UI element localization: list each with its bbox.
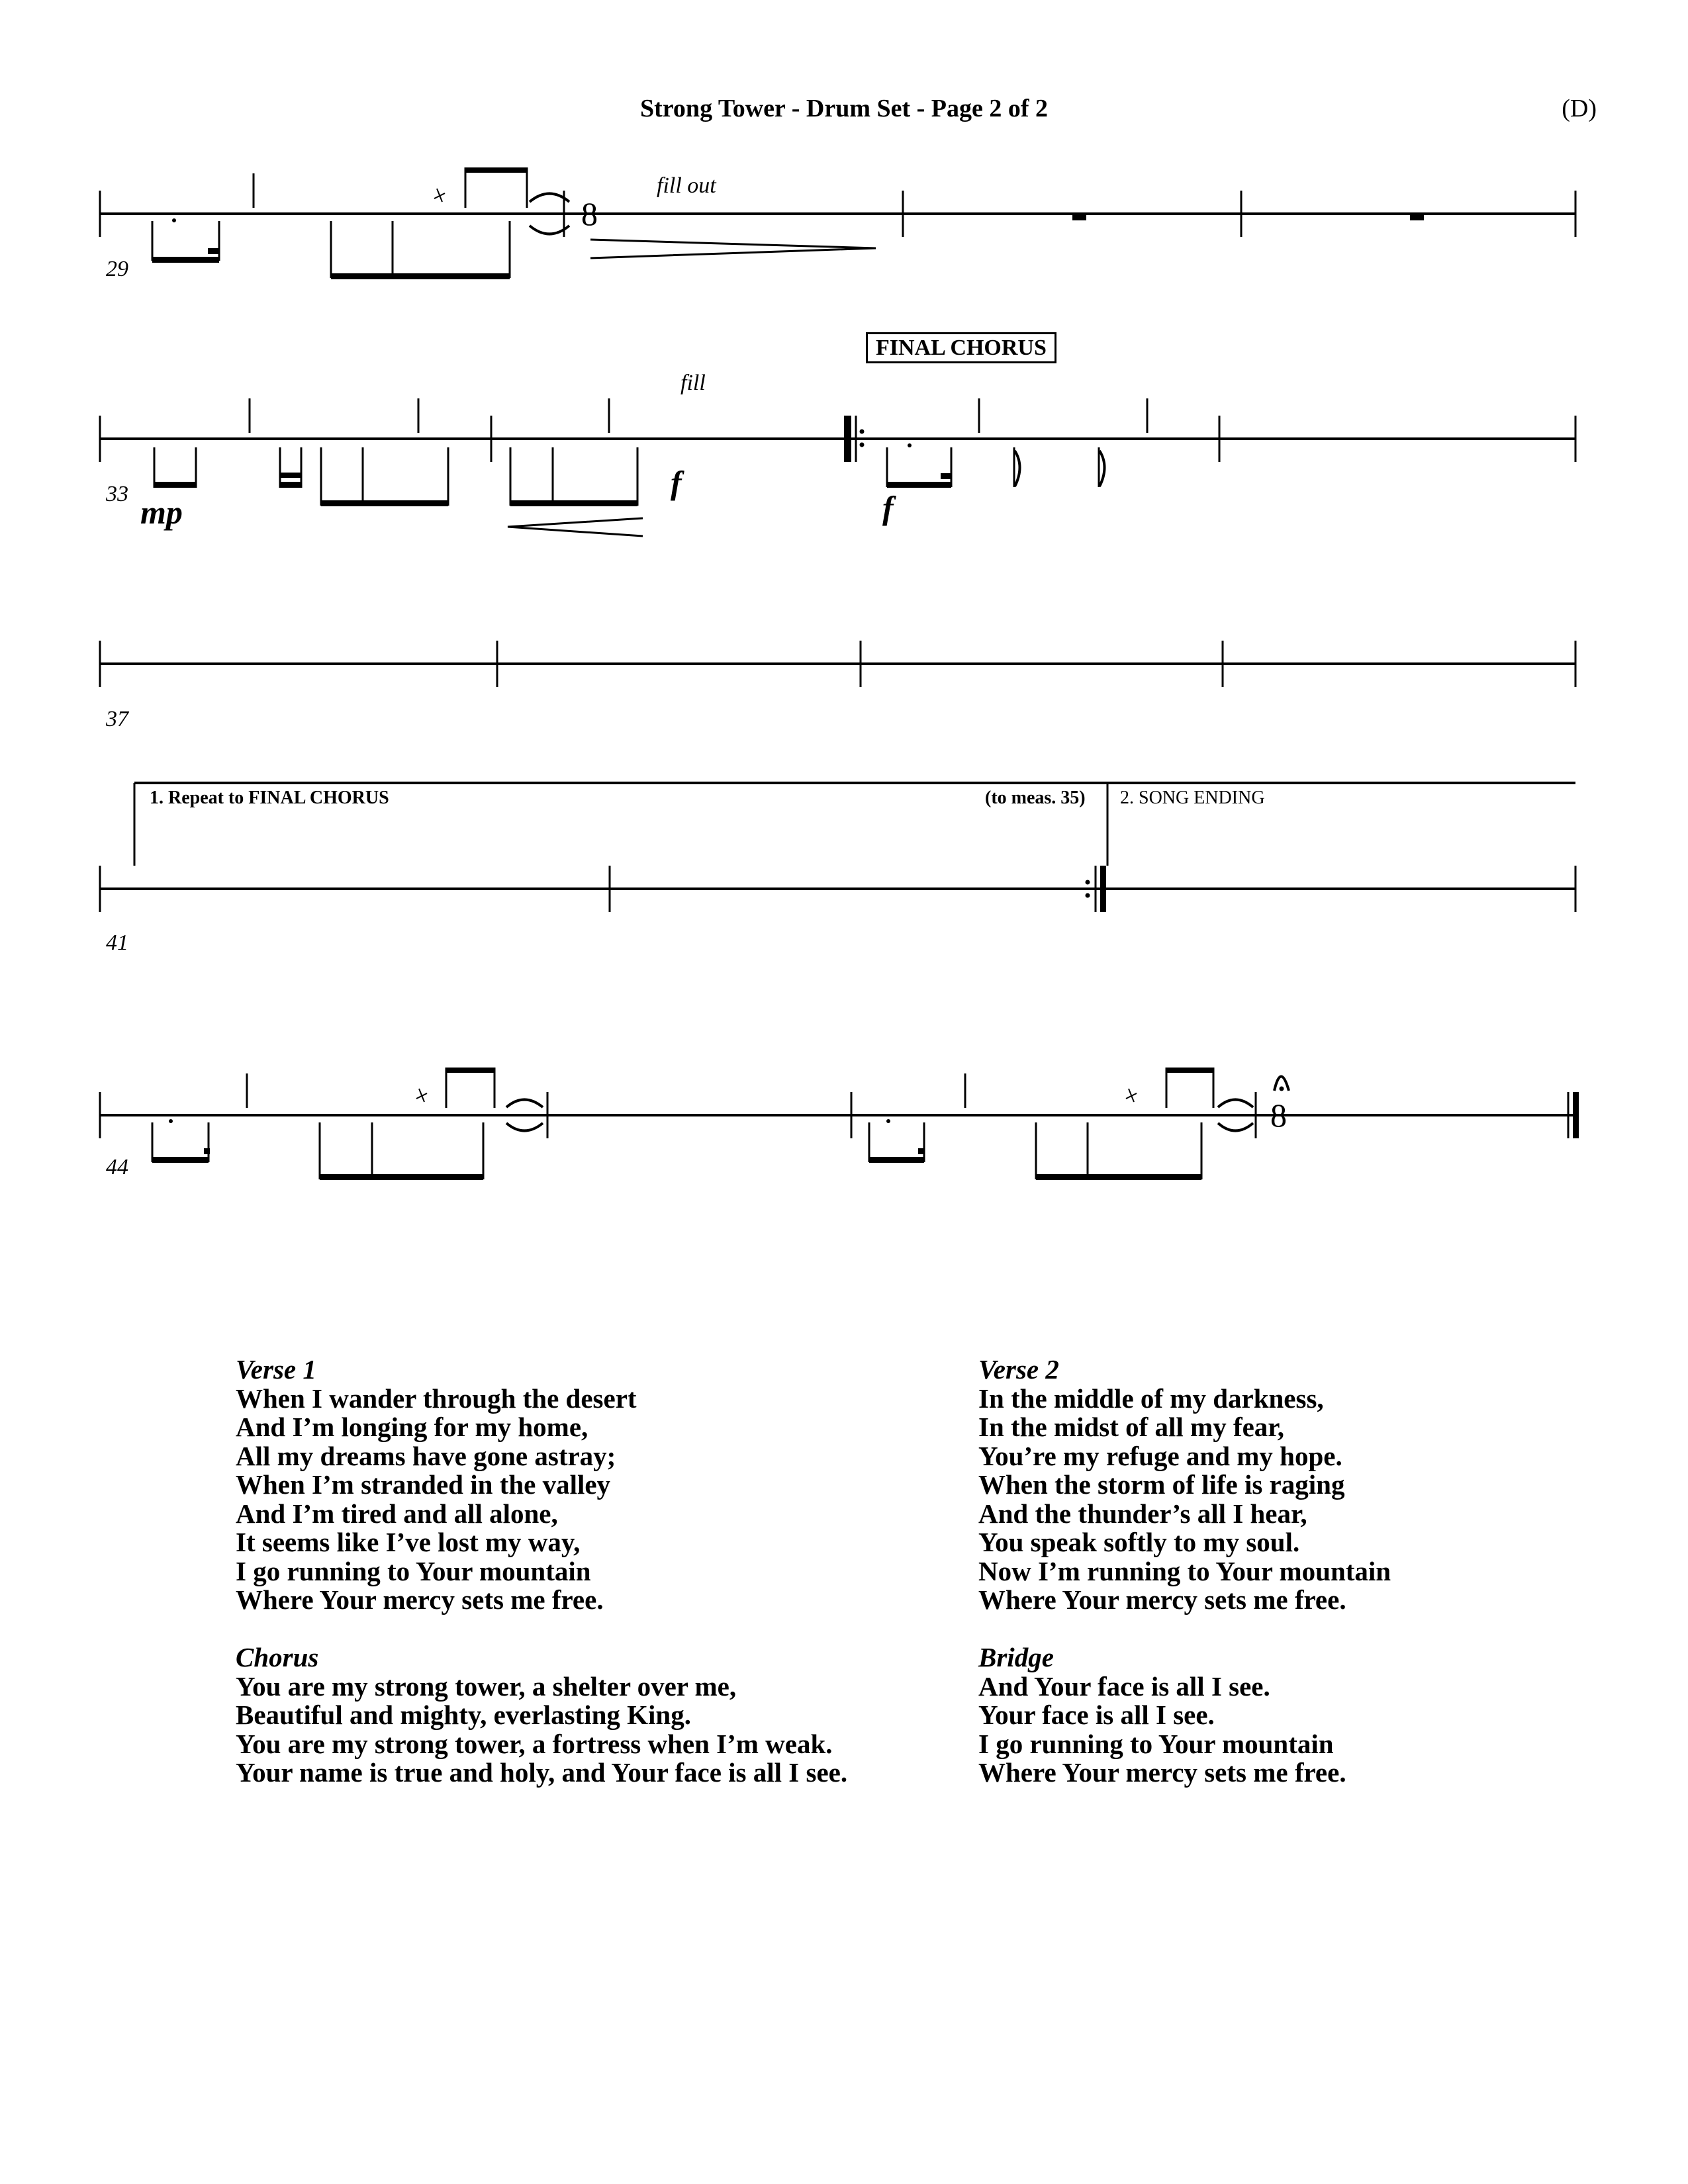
hold-8-beats-final: 8 <box>1270 1097 1287 1134</box>
lyric-line: I go running to Your mountain <box>236 1555 591 1586</box>
lyric-line: When the storm of life is raging <box>978 1469 1345 1500</box>
lyric-line: In the middle of my darkness, <box>978 1383 1324 1414</box>
lyric-line: Where Your mercy sets me free. <box>236 1584 604 1615</box>
lyrics-right-column <box>978 1355 1391 1788</box>
lyrics-section-verse-1 <box>236 1355 847 1615</box>
lyric-line: You are my strong tower, a fortress when I’m weak. <box>236 1728 833 1759</box>
measure-number-41: 41 <box>106 931 128 955</box>
lyric-line: And the thunder’s all I hear, <box>978 1498 1307 1529</box>
measure-number-29: 29 <box>106 257 128 281</box>
lyric-line: Now I’m running to Your mountain <box>978 1555 1391 1586</box>
lyric-line: Where Your mercy sets me free. <box>978 1757 1346 1788</box>
first-ending-note: (to meas. 35) <box>985 788 1086 808</box>
measure-number-44: 44 <box>106 1155 128 1179</box>
lyric-line: And Your face is all I see. <box>978 1670 1270 1702</box>
lyric-line: And I’m longing for my home, <box>236 1412 588 1442</box>
lyric-line: It seems like I’ve lost my way, <box>236 1527 581 1557</box>
lyric-line: You’re my refuge and my hope. <box>978 1440 1342 1471</box>
lyric-line: I go running to Your mountain <box>978 1728 1334 1759</box>
lyric-line: Where Your mercy sets me free. <box>978 1584 1346 1615</box>
hold-8-beats: 8 <box>581 195 598 232</box>
lyric-line: When I’m stranded in the valley <box>236 1469 611 1500</box>
lyrics-section-chorus <box>236 1643 847 1788</box>
dynamic-f-final-chorus: f <box>882 489 894 526</box>
page-title: Strong Tower - Drum Set - Page 2 of 2 <box>639 95 1049 122</box>
measure-number-37: 37 <box>106 707 128 731</box>
lyric-line: Your name is true and holy, and Your face is all I see. <box>236 1757 848 1788</box>
part-key-label: (D) <box>1562 95 1597 122</box>
lyrics-section-verse-2 <box>978 1355 1391 1615</box>
lyric-line: In the midst of all my fear, <box>978 1412 1284 1442</box>
lyrics-left-column <box>236 1355 847 1788</box>
section-title: Bridge <box>978 1642 1054 1672</box>
lyric-line: And I’m tired and all alone, <box>236 1498 558 1529</box>
lyric-line: When I wander through the desert <box>236 1383 637 1414</box>
lyric-line: Beautiful and mighty, everlasting King. <box>236 1700 691 1730</box>
dynamic-mp: mp <box>140 494 183 531</box>
section-title: Chorus <box>236 1642 319 1672</box>
section-title: Verse 2 <box>978 1354 1059 1385</box>
lyric-line: All my dreams have gone astray; <box>236 1440 616 1471</box>
lyric-line: You speak softly to my soul. <box>978 1527 1300 1557</box>
first-ending-label: 1. Repeat to FINAL CHORUS <box>150 788 389 808</box>
lyrics-section-bridge <box>978 1643 1391 1788</box>
lyric-line: Your face is all I see. <box>978 1700 1215 1730</box>
section-spacer <box>978 1615 1391 1644</box>
lyric-line: You are my strong tower, a shelter over me, <box>236 1670 737 1702</box>
rehearsal-mark-final-chorus: FINAL CHORUS <box>866 332 1056 363</box>
expression-fill-out: fill out <box>657 173 716 198</box>
dynamic-f: f <box>671 464 682 501</box>
second-ending-label: 2. SONG ENDING <box>1120 788 1265 808</box>
expression-fill: fill <box>680 371 706 395</box>
measure-number-33: 33 <box>106 482 128 506</box>
section-title: Verse 1 <box>236 1354 316 1385</box>
section-spacer <box>236 1615 847 1644</box>
